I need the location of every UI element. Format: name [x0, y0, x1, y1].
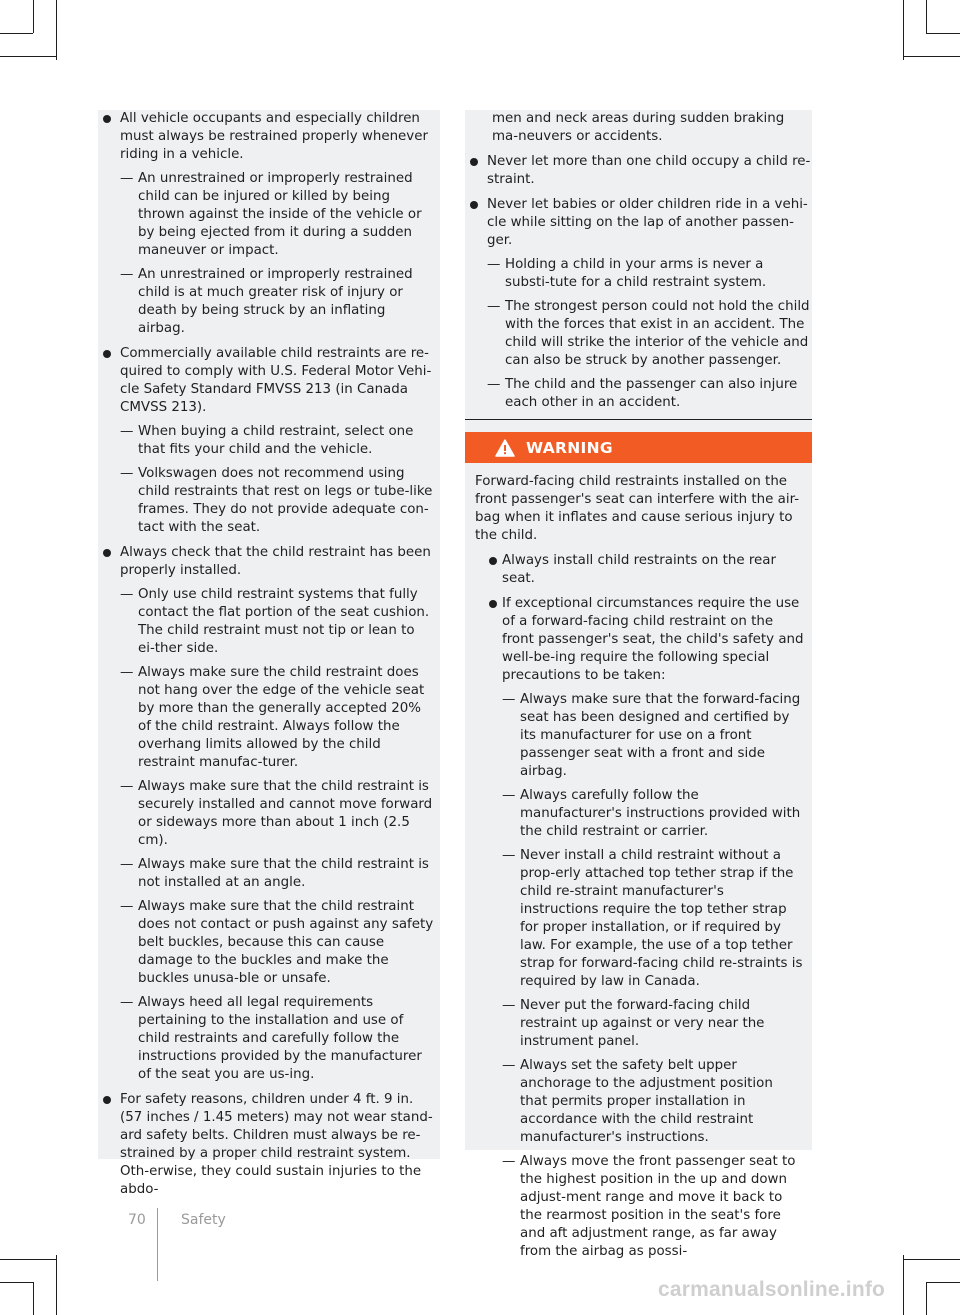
bullet-item	[465, 153, 812, 189]
crop-mark	[0, 1259, 56, 1260]
crop-mark	[0, 56, 56, 57]
crop-mark	[903, 1259, 960, 1260]
continued-text: men and neck areas during sudden braking ma-neuvers or accidents.	[492, 111, 785, 144]
crop-mark	[903, 1255, 904, 1315]
dash-item	[502, 997, 804, 1051]
right-column	[465, 110, 812, 1259]
bullet-dot-icon	[470, 201, 478, 209]
dash-marker: —	[502, 848, 516, 863]
bullet-item	[98, 1091, 434, 1199]
dash-list	[120, 170, 434, 338]
dash-marker: —	[120, 857, 134, 872]
dash-item	[120, 465, 434, 537]
left-bullet-list	[98, 110, 434, 1199]
crop-mark	[926, 33, 960, 34]
dash-text: An unrestrained or improperly restrained child is at much greater risk of injury or death by being struck by an inflating airbag.	[138, 267, 413, 336]
dash-text: Only use child restraint systems that fully contact the flat portion of the seat cushion. The child restraint must not tip or lean to ei-ther side.	[138, 587, 430, 656]
bullet-dot-icon	[103, 115, 111, 123]
dash-marker: —	[502, 1154, 516, 1169]
dash-item	[120, 856, 434, 892]
dash-marker: —	[120, 995, 134, 1010]
dash-marker: —	[120, 899, 134, 914]
dash-list	[120, 423, 434, 537]
crop-mark	[903, 56, 960, 57]
crop-mark	[0, 1282, 33, 1283]
dash-marker: —	[502, 1058, 516, 1073]
dash-item	[502, 691, 804, 781]
dash-item	[487, 298, 812, 370]
dash-marker: —	[487, 377, 501, 392]
dash-item	[502, 1153, 804, 1261]
dash-text: Always make sure that the forward-facing seat has been designed and certified by its manufacturer for use on a front passenger seat with a front and side airbag.	[520, 692, 801, 779]
dash-marker: —	[120, 665, 134, 680]
bullet-text: If exceptional circumstances require the use of a forward-facing child restraint on the front passenger's seat, the child's safety and well-be-ing require the following special precautions to be taken:	[502, 596, 804, 683]
dash-item	[120, 994, 434, 1084]
bullet-item	[98, 110, 434, 338]
dash-marker: —	[120, 424, 134, 439]
left-column	[98, 110, 440, 1197]
dash-text: When buying a child restraint, select one that fits your child and the vehicle.	[138, 424, 414, 457]
dash-text: Always make sure that the child restraint is securely installed and cannot move forward or sideways more than about 1 inch (2.5 cm).	[138, 779, 433, 848]
dash-marker: —	[120, 171, 134, 186]
crop-mark	[56, 0, 57, 60]
footer-divider	[157, 1208, 158, 1281]
crop-mark	[33, 0, 34, 33]
crop-mark	[926, 1282, 927, 1315]
dash-marker: —	[487, 257, 501, 272]
dash-text: Always carefully follow the manufacturer's instructions provided with the child restraint or carrier.	[520, 788, 801, 839]
bullet-dot-icon	[103, 1096, 111, 1104]
warning-bullet-list	[475, 552, 804, 1261]
bullet-item	[475, 552, 804, 588]
dash-marker: —	[502, 692, 516, 707]
section-name: Safety	[181, 1212, 226, 1228]
bullet-dot-icon	[103, 549, 111, 557]
bullet-item	[475, 595, 804, 1261]
warning-intro: Forward-facing child restraints installed on the front passenger's seat can interfere with the air-bag when it inflates and cause serious injury to the child.	[475, 474, 800, 543]
bullet-text: All vehicle occupants and especially children must always be restrained properly whenever riding in a vehicle.	[120, 111, 428, 162]
dash-marker: —	[120, 587, 134, 602]
bullet-item	[98, 345, 434, 537]
dash-item	[487, 376, 812, 412]
dash-text: The strongest person could not hold the child with the forces that exist in an accident. The child will strike the interior of the vehicle and can also be struck by another passenger.	[505, 299, 810, 368]
crop-mark	[56, 1255, 57, 1315]
bullet-text: Never let more than one child occupy a child re-straint.	[487, 154, 811, 187]
dash-marker: —	[120, 267, 134, 282]
section-divider	[465, 419, 812, 420]
dash-text: Always move the front passenger seat to the highest position in the up and down adjust-ment range and move it back to the rearmost position in the seat's fore and aft adjustment range, as far away from the airbag as possi-	[520, 1154, 796, 1259]
crop-mark	[903, 0, 904, 60]
dash-item	[487, 256, 812, 292]
dash-item	[120, 423, 434, 459]
dash-text: Always make sure that the child restraint is not installed at an angle.	[138, 857, 429, 890]
crop-mark	[926, 1282, 960, 1283]
bullet-item	[98, 544, 434, 1084]
dash-item	[120, 586, 434, 658]
dash-item	[502, 787, 804, 841]
dash-text: Always make sure the child restraint does not hang over the edge of the vehicle seat by more than the generally accepted 20% of the child restraint. Always follow the overhang limits allowed by the child restraint manufac-turer.	[138, 665, 425, 770]
bullet-text: Always install child restraints on the rear seat.	[502, 553, 776, 586]
bullet-text: For safety reasons, children under 4 ft. 9 in. (57 inches / 1.45 meters) may not wear stand-ard safety belts. Children must always be re-strained by a proper child restraint system. Oth-erwise, they could sustain injuries to the abdo-	[120, 1092, 433, 1197]
bullet-text: Always check that the child restraint has been properly installed.	[120, 545, 431, 578]
warning-triangle-icon	[495, 439, 515, 457]
dash-text: Always make sure that the child restraint does not contact or push against any safety belt buckles, because this can cause damage to the buckles and make the buckles unusa-ble or unsafe.	[138, 899, 434, 986]
dash-text: Never put the forward-facing child restraint up against or very near the instrument panel.	[520, 998, 765, 1049]
dash-marker: —	[120, 779, 134, 794]
dash-item	[502, 847, 804, 991]
bullet-dot-icon	[489, 557, 497, 565]
dash-list	[120, 586, 434, 1084]
crop-mark	[926, 0, 927, 33]
bullet-dot-icon	[103, 350, 111, 358]
dash-item	[120, 778, 434, 850]
dash-text: Always set the safety belt upper anchorage to the adjustment position that permits proper installation in accordance with the child restraint manufacturer's instructions.	[520, 1058, 773, 1145]
bullet-text: Never let babies or older children ride in a vehi-cle while sitting on the lap of another passen-ger.	[487, 197, 808, 248]
page-number: 70	[128, 1212, 146, 1228]
dash-item	[120, 898, 434, 988]
dash-list	[502, 691, 804, 1261]
dash-text: An unrestrained or improperly restrained child can be injured or killed by being thrown against the inside of the vehicle or by being ejected from it during a sudden maneuver or impact.	[138, 171, 422, 258]
warning-header	[465, 432, 812, 463]
dash-item	[120, 266, 434, 338]
crop-mark	[33, 1282, 34, 1315]
dash-marker: —	[487, 299, 501, 314]
dash-marker: —	[502, 788, 516, 803]
dash-marker: —	[120, 466, 134, 481]
dash-text: Holding a child in your arms is never a substi-tute for a child restraint system.	[505, 257, 767, 290]
dash-marker: —	[502, 998, 516, 1013]
right-bullet-list	[465, 153, 812, 412]
dash-list	[487, 256, 812, 412]
bullet-item	[465, 196, 812, 412]
crop-mark	[0, 33, 33, 34]
dash-text: Always heed all legal requirements pertaining to the installation and use of child restraints and carefully follow the instructions provided by the manufacturer of the seat you are us-ing.	[138, 995, 422, 1082]
dash-item	[120, 170, 434, 260]
bullet-dot-icon	[470, 158, 478, 166]
dash-text: The child and the passenger can also injure each other in an accident.	[505, 377, 798, 410]
watermark: carmanualsonline.info	[658, 1278, 886, 1301]
dash-text: Volkswagen does not recommend using child restraints that rest on legs or tube-like frames. They do not provide adequate con-tact with the seat.	[138, 466, 433, 535]
dash-item	[120, 664, 434, 772]
warning-title: WARNING	[526, 438, 613, 457]
bullet-dot-icon	[489, 600, 497, 608]
bullet-text: Commercially available child restraints are re-quired to comply with U.S. Federal Motor Vehi-cle Safety Standard FMVSS 213 (in Canada CMVSS 213).	[120, 346, 432, 415]
dash-item	[502, 1057, 804, 1147]
dash-text: Never install a child restraint without a prop-erly attached top tether strap if the child re-straint manufacturer's instructions require the top tether strap for proper installation, or if required by law. For example, the use of a top tether strap for forward-facing child re-straints is required by law in Canada.	[520, 848, 803, 989]
warning-body	[465, 473, 812, 1261]
